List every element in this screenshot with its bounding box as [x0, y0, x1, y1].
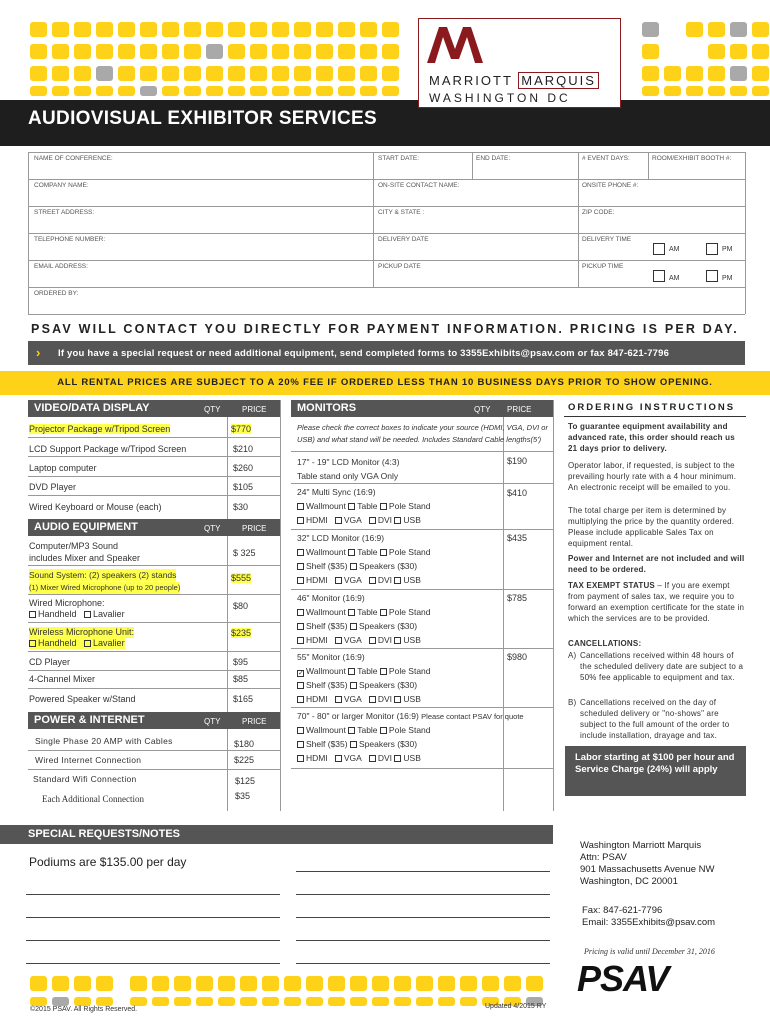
ordered-by-field[interactable]: ORDERED BY: [34, 290, 79, 297]
wireless-mic-label: Wireless Microphone Unit: [29, 627, 135, 637]
m32-dvi-label: DVI [377, 575, 393, 585]
computer-sound-item [29, 540, 140, 564]
m46-table-label: Table [357, 607, 378, 617]
monitors-price-label: PRICE [507, 405, 532, 414]
instructions-header: ORDERING INSTRUCTIONS [568, 402, 736, 413]
power-price-label: PRICE [242, 717, 267, 726]
m55-shelf-checkbox[interactable] [297, 682, 304, 689]
m70-usb-label: USB [403, 753, 421, 763]
monitor-24-title: 24" Multi Sync (16:9) [297, 487, 376, 497]
wireless-lavalier-checkbox[interactable] [84, 640, 91, 647]
pickup-date-field[interactable]: PICKUP DATE [378, 263, 421, 270]
m46-usb-checkbox[interactable] [394, 637, 401, 644]
delivery-date-field[interactable]: DELIVERY DATE [378, 236, 429, 243]
m70-shelf-label: Shelf ($35) [306, 739, 348, 749]
pickup-am-checkbox[interactable] [653, 270, 665, 282]
monitors-qty-label: QTY [474, 405, 491, 414]
tax-exempt-label: TAX EXEMPT STATUS [568, 581, 655, 590]
monitor-24-stands [297, 499, 431, 513]
m32-usb-label: USB [403, 575, 421, 585]
m24-table-checkbox[interactable] [348, 503, 355, 510]
m32-dvi-checkbox[interactable] [369, 577, 376, 584]
computer-sound-price: $ 325 [233, 548, 256, 558]
m70-dvi-checkbox[interactable] [369, 755, 376, 762]
power-header [28, 712, 280, 729]
m55-table-checkbox[interactable] [348, 668, 355, 675]
monitors-title: MONITORS [297, 402, 357, 414]
m32-table-checkbox[interactable] [348, 549, 355, 556]
m32-shelf-label: Shelf ($35) [306, 561, 348, 571]
lcd-support-price: $210 [233, 444, 254, 454]
delivery-pm-label: PM [722, 246, 733, 253]
m70-speakers-checkbox[interactable] [350, 741, 357, 748]
m70-hdmi-label: HDMI [306, 753, 328, 763]
single-phase-price: $180 [234, 739, 255, 749]
m24-wallmount-checkbox[interactable] [297, 503, 304, 510]
cd-player-item: CD Player [29, 657, 71, 667]
m70-wallmount-label: Wallmount [306, 725, 346, 735]
power-title: POWER & INTERNET [34, 714, 145, 726]
m46-dvi-label: DVI [377, 635, 393, 645]
m70-usb-checkbox[interactable] [394, 755, 401, 762]
m46-pole-label: Pole Stand [388, 607, 431, 617]
m46-wallmount-label: Wallmount [306, 607, 346, 617]
monitor-17-price: $190 [507, 456, 528, 466]
cancel-b-marker: B) [568, 698, 577, 707]
video-title: VIDEO/DATA DISPLAY [34, 402, 150, 414]
monitor-46-sources [297, 633, 421, 647]
m70-pole-checkbox[interactable] [380, 727, 387, 734]
sound-system-item [29, 569, 180, 594]
sound-system-sub: (1) Mixer Wired Microphone (up to 20 people) [29, 583, 181, 592]
address-line3: 901 Massachusetts Avenue NW [580, 864, 715, 875]
m55-vga-checkbox[interactable] [335, 696, 342, 703]
keyboard-price: $30 [233, 502, 249, 512]
tax-exempt-text: – If you are exempt from payment of sales tax, we require you to forward an exemption certificate for the state in which the services are to be provided. [568, 581, 745, 623]
computer-sound-label: Computer/MP3 Sound [29, 541, 119, 551]
event-days-field[interactable]: # EVENT DAYS: [582, 155, 630, 162]
m32-wallmount-label: Wallmount [306, 547, 346, 557]
wired-internet-item: Wired Internet Connection [35, 755, 142, 765]
wireless-mic-item [29, 627, 134, 649]
computer-sound-sub: includes Mixer and Speaker [29, 553, 141, 563]
m46-table-checkbox[interactable] [348, 609, 355, 616]
m32-pole-label: Pole Stand [388, 547, 431, 557]
zip-field[interactable]: ZIP CODE: [582, 209, 615, 216]
monitor-32-title: 32" LCD Monitor (16:9) [297, 533, 385, 543]
m55-pole-label: Pole Stand [388, 666, 431, 676]
contact-email[interactable]: Email: 3355Exhibits@psav.com [582, 917, 716, 928]
onsite-phone-field[interactable]: ONSITE PHONE #: [582, 182, 639, 189]
cd-player-price: $95 [233, 657, 249, 667]
special-header: SPECIAL REQUESTS/NOTES [28, 828, 180, 840]
instructions-p5 [568, 580, 746, 624]
m24-vga-label: VGA [343, 515, 362, 525]
m32-table-label: Table [357, 547, 378, 557]
hotel-city: WASHINGTON DC [429, 91, 571, 105]
wireless-handheld-checkbox[interactable] [29, 640, 36, 647]
m32-hdmi-label: HDMI [306, 575, 328, 585]
m70-shelf-checkbox[interactable] [297, 741, 304, 748]
instructions-p3: The total charge per item is determined by multiplying the price by the quantity ordered. Please include applicable Sales Tax on equipment rental. [568, 506, 735, 548]
street-field[interactable]: STREET ADDRESS: [34, 209, 95, 216]
monitor-70-stands [297, 723, 431, 737]
m55-usb-checkbox[interactable] [394, 696, 401, 703]
m55-speakers-label: Speakers ($30) [358, 680, 418, 690]
cancel-b-text: Cancellations received on the day of scheduled delivery or "no-shows" are subject to the full amount of the order to include installation, drayage and tax. [580, 698, 730, 740]
instructions-p1: To guarantee equipment availability and advanced rate, this order should reach us 21 days prior to delivery. [568, 422, 735, 453]
m46-vga-checkbox[interactable] [335, 637, 342, 644]
monitors-note: Please check the correct boxes to indicate your source (HDMI, VGA, DVI or USB) and what stand will be needed. Includes Standard Cable lengths(5') [297, 423, 548, 444]
company-field[interactable]: COMPANY NAME: [34, 182, 89, 189]
monitor-55-sources [297, 692, 421, 706]
contact-info [582, 905, 715, 929]
pricing-valid: Pricing is valid until December 31, 2016 [584, 947, 715, 956]
wired-handheld-checkbox[interactable] [29, 611, 36, 618]
monitor-32-extras [297, 559, 417, 573]
hotel-name-1: MARRIOTT [429, 73, 513, 88]
monitor-70-extras [297, 737, 417, 751]
monitor-32-price: $435 [507, 533, 528, 543]
m46-hdmi-checkbox[interactable] [297, 637, 304, 644]
m46-vga-label: VGA [343, 635, 362, 645]
monitor-55-title: 55" Monitor (16:9) [297, 652, 365, 662]
monitor-46-price: $785 [507, 593, 528, 603]
marriott-logo [418, 18, 621, 108]
monitor-32-sources [297, 573, 421, 587]
onsite-contact-field[interactable]: ON-SITE CONTACT NAME: [378, 182, 460, 189]
monitor-55-extras [297, 678, 417, 692]
wired-internet-price: $225 [234, 755, 255, 765]
telephone-field[interactable]: TELEPHONE NUMBER: [34, 236, 106, 243]
m55-wallmount-checkbox[interactable]: ✓ [298, 670, 304, 677]
m70-dvi-label: DVI [377, 753, 393, 763]
audio-price-label: PRICE [242, 524, 267, 533]
m70-hdmi-checkbox[interactable] [297, 755, 304, 762]
video-price-label: PRICE [242, 405, 267, 414]
email-field[interactable]: EMAIL ADDRESS: [34, 263, 88, 270]
m46-pole-checkbox[interactable] [380, 609, 387, 616]
m55-hdmi-checkbox[interactable] [297, 696, 304, 703]
wireless-lavalier-label: Lavalier [93, 638, 125, 648]
payment-notice: PSAV WILL CONTACT YOU DIRECTLY FOR PAYMENT INFORMATION. PRICING IS PER DAY. [31, 322, 739, 336]
m55-table-label: Table [357, 666, 378, 676]
audio-qty-label: QTY [204, 524, 221, 533]
powered-speaker-item: Powered Speaker w/Stand [29, 694, 136, 704]
m32-pole-checkbox[interactable] [380, 549, 387, 556]
m46-speakers-checkbox[interactable] [350, 623, 357, 630]
laptop-price: $260 [233, 463, 254, 473]
m55-vga-label: VGA [343, 694, 362, 704]
additional-connection-item: Each Additional Connection [42, 794, 144, 804]
monitor-70-sources [297, 751, 421, 765]
m24-dvi-label: DVI [377, 515, 393, 525]
m24-pole-checkbox[interactable] [380, 503, 387, 510]
monitor-46-extras [297, 619, 417, 633]
booth-field[interactable]: ROOM/EXHIBIT BOOTH #: [652, 155, 732, 162]
m24-wallmount-label: Wallmount [306, 501, 346, 511]
m24-hdmi-checkbox[interactable] [297, 517, 304, 524]
audio-title: AUDIO EQUIPMENT [34, 521, 138, 533]
monitor-right-border [553, 400, 554, 811]
m70-vga-label: VGA [343, 753, 362, 763]
special-request-text: If you have a special request or need additional equipment, send completed forms to 3355Exhibits@psav.com or fax 847-621-7796 [58, 348, 670, 359]
mixer-item: 4-Channel Mixer [29, 674, 96, 684]
monitor-17-title: 17" - 19" LCD Monitor (4:3) [297, 457, 400, 467]
m55-pole-checkbox[interactable] [380, 668, 387, 675]
m46-hdmi-label: HDMI [306, 635, 328, 645]
cancel-a-text: Cancellations received within 48 hours of the scheduled delivery date are subject to a 50% fee applicable to equipment and tax. [580, 651, 744, 682]
wired-mic-item [29, 598, 125, 620]
video-qty-label: QTY [204, 405, 221, 414]
pickup-pm-label: PM [722, 275, 733, 282]
address-line4: Washington, DC 20001 [580, 876, 678, 887]
m32-speakers-checkbox[interactable] [350, 563, 357, 570]
delivery-pm-checkbox[interactable] [706, 243, 718, 255]
additional-connection-price: $35 [235, 791, 251, 801]
cancel-a-marker: A) [568, 651, 577, 660]
m55-dvi-checkbox[interactable] [369, 696, 376, 703]
m55-hdmi-label: HDMI [306, 694, 328, 704]
m46-shelf-checkbox[interactable] [297, 623, 304, 630]
special-note[interactable]: Podiums are $135.00 per day [29, 855, 187, 869]
end-date-field[interactable]: END DATE: [476, 155, 511, 162]
monitor-70-row [297, 709, 524, 724]
m24-usb-checkbox[interactable] [394, 517, 401, 524]
m46-usb-label: USB [403, 635, 421, 645]
left-price-divider [280, 400, 281, 811]
m24-hdmi-label: HDMI [306, 515, 328, 525]
monitor-32-stands [297, 545, 431, 559]
pickup-pm-checkbox[interactable] [706, 270, 718, 282]
m46-shelf-label: Shelf ($35) [306, 621, 348, 631]
pickup-am-label: AM [669, 275, 680, 282]
m32-speakers-label: Speakers ($30) [358, 561, 418, 571]
m46-speakers-label: Speakers ($30) [358, 621, 418, 631]
start-date-field[interactable]: START DATE: [378, 155, 420, 162]
sound-system-label: Sound System: (2) speakers (2) stands [29, 570, 177, 580]
monitor-46-stands [297, 605, 431, 619]
m24-vga-checkbox[interactable] [335, 517, 342, 524]
wired-mic-label: Wired Microphone: [29, 598, 105, 608]
m70-wallmount-checkbox[interactable] [297, 727, 304, 734]
keyboard-item: Wired Keyboard or Mouse (each) [29, 502, 162, 512]
m32-vga-label: VGA [343, 575, 362, 585]
mixer-price: $85 [233, 674, 249, 684]
power-qty-label: QTY [204, 717, 221, 726]
lcd-support-item: LCD Support Package w/Tripod Screen [29, 444, 187, 454]
m32-shelf-checkbox[interactable] [297, 563, 304, 570]
labor-text: Labor starting at $100 per hour and Service Charge (24%) will apply [575, 752, 735, 775]
m46-dvi-checkbox[interactable] [369, 637, 376, 644]
m32-vga-checkbox[interactable] [335, 577, 342, 584]
address-line1: Washington Marriott Marquis [580, 840, 702, 851]
wifi-price: $125 [235, 776, 256, 786]
m24-usb-label: USB [403, 515, 421, 525]
delivery-time-field[interactable]: DELIVERY TIME [582, 236, 632, 243]
wired-lavalier-label: Lavalier [93, 609, 125, 619]
m32-hdmi-checkbox[interactable] [297, 577, 304, 584]
monitor-55-price: $980 [507, 652, 528, 662]
m24-dvi-checkbox[interactable] [369, 517, 376, 524]
m55-shelf-label: Shelf ($35) [306, 680, 348, 690]
m55-speakers-checkbox[interactable] [350, 682, 357, 689]
monitor-55-stands [297, 664, 431, 678]
updated-date: Updated 4/2015 RY [485, 1003, 547, 1010]
address-line2: Attn: PSAV [580, 852, 627, 863]
monitor-24-sources [297, 513, 421, 527]
single-phase-item: Single Phase 20 AMP with Cables [35, 736, 173, 746]
pickup-time-field[interactable]: PICKUP TIME [582, 263, 624, 270]
m32-usb-checkbox[interactable] [394, 577, 401, 584]
m70-pole-label: Pole Stand [388, 725, 431, 735]
wired-mic-price: $80 [233, 601, 249, 611]
sound-system-price: $555 [231, 573, 252, 583]
delivery-am-label: AM [669, 246, 680, 253]
m55-wallmount-label: Wallmount [306, 666, 346, 676]
m24-table-label: Table [357, 501, 378, 511]
conference-name-field[interactable]: NAME OF CONFERENCE: [34, 155, 113, 162]
m32-wallmount-checkbox[interactable] [297, 549, 304, 556]
city-field[interactable]: CITY & STATE : [378, 209, 425, 216]
chevron-right-icon: › [36, 345, 41, 360]
m70-vga-checkbox[interactable] [335, 755, 342, 762]
wireless-mic-price: $235 [231, 628, 252, 638]
monitor-24-price: $410 [507, 488, 528, 498]
monitor-70-title: 70" - 80" or larger Monitor (16:9) [297, 711, 419, 721]
wireless-handheld-label: Handheld [38, 638, 77, 648]
monitor-17-sub: Table stand only VGA Only [297, 471, 399, 481]
mailing-address [580, 840, 714, 888]
hotel-name-1b: MARQUIS [518, 72, 599, 89]
m70-table-checkbox[interactable] [348, 727, 355, 734]
monitor-46-title: 46" Monitor (16:9) [297, 593, 365, 603]
copyright: ©2015 PSAV. All Rights Reserved. [30, 1006, 138, 1013]
instructions-p4: Power and Internet are not included and will need to be ordered. [568, 554, 745, 574]
dvd-item: DVD Player [29, 482, 77, 492]
powered-speaker-price: $165 [233, 694, 254, 704]
wifi-item: Standard Wifi Connection [33, 774, 137, 784]
fax-number: Fax: 847-621-7796 [582, 905, 663, 916]
monitors-header [291, 400, 553, 417]
wired-handheld-label: Handheld [38, 609, 77, 619]
m24-pole-label: Pole Stand [388, 501, 431, 511]
m70-speakers-label: Speakers ($30) [358, 739, 418, 749]
monitor-70-contact: Please contact PSAV for quote [421, 712, 524, 721]
laptop-item: Laptop computer [29, 463, 97, 473]
projector-package-item: Projector Package w/Tripod Screen [29, 424, 171, 434]
audio-header [28, 519, 280, 536]
fee-notice: ALL RENTAL PRICES ARE SUBJECT TO A 20% FEE IF ORDERED LESS THAN 10 BUSINESS DAYS PRIOR TO SHOW OPENING. [57, 377, 713, 388]
m55-usb-label: USB [403, 694, 421, 704]
monitor-price-divider [503, 417, 504, 811]
wired-lavalier-checkbox[interactable] [84, 611, 91, 618]
m46-wallmount-checkbox[interactable] [297, 609, 304, 616]
marriott-m-icon [425, 23, 485, 65]
m55-dvi-label: DVI [377, 694, 393, 704]
video-header [28, 400, 280, 417]
instructions-p2: Operator labor, if requested, is subject to the prevailing hourly rate with a 4 hour minimum. An electronic receipt will be emailed to you. [568, 461, 737, 492]
psav-logo: PSAV [577, 958, 669, 999]
m70-table-label: Table [357, 725, 378, 735]
projector-package-price: $770 [231, 424, 252, 434]
page-title: AUDIOVISUAL EXHIBITOR SERVICES [28, 108, 377, 129]
delivery-am-checkbox[interactable] [653, 243, 665, 255]
dvd-price: $105 [233, 482, 254, 492]
cancellations-header: CANCELLATIONS: [568, 639, 642, 648]
